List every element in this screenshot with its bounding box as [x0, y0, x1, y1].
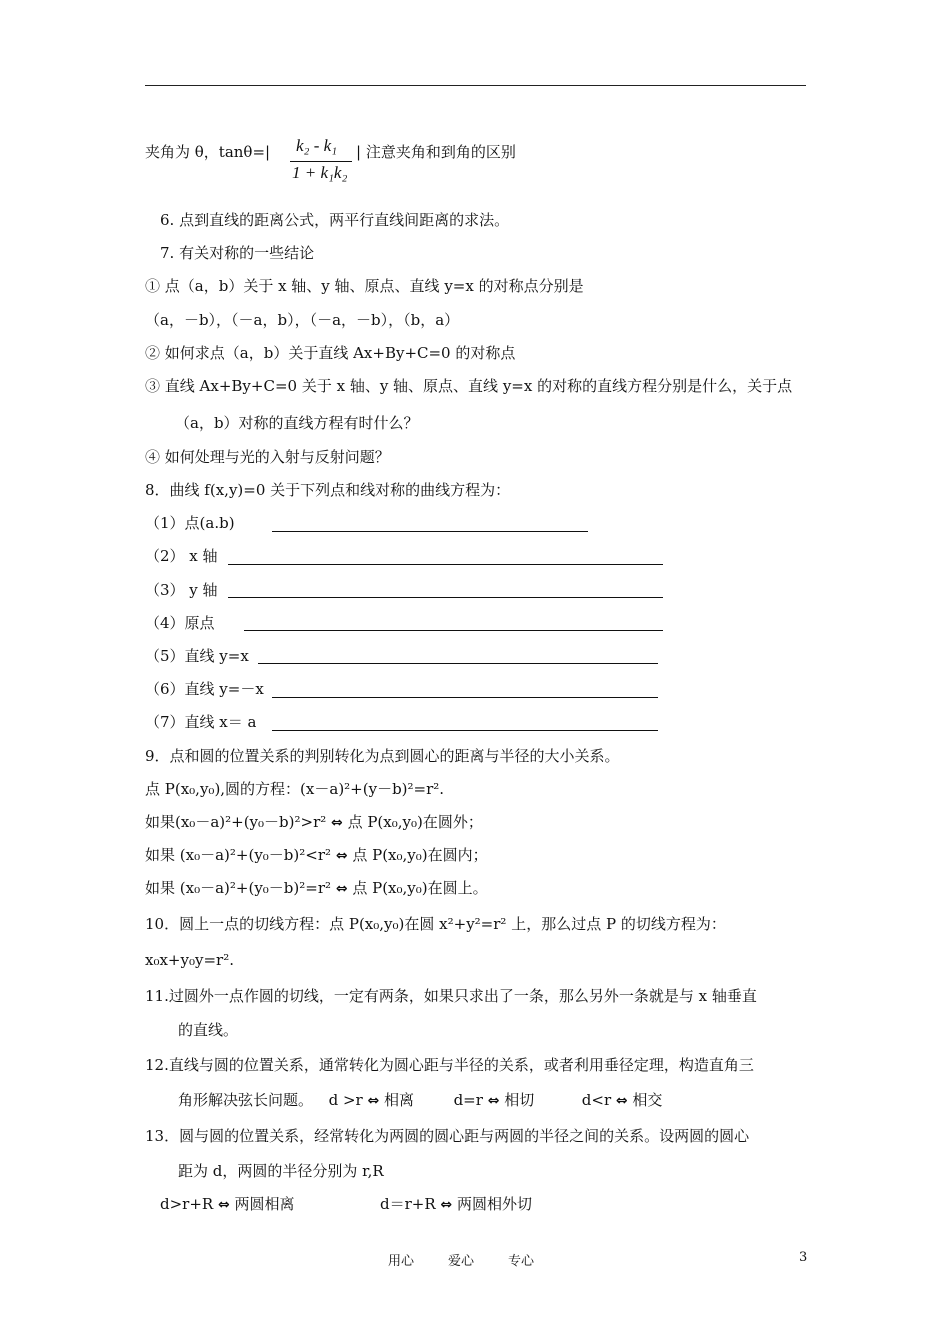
circle-tangent-condition: d＝r+R: [380, 1195, 436, 1213]
fill-4-label: （4）原点: [145, 614, 215, 632]
fraction-numerator: k₂ - k₁: [296, 136, 338, 155]
circle-separate-result: 两圆相离: [234, 1195, 295, 1213]
item-10-formula: x₀x+y₀y=r².: [145, 951, 234, 969]
fill-6-blank: [272, 697, 658, 698]
item-12-lead: 角形解决弦长问题。: [178, 1091, 314, 1109]
iff-symbol: ⇔: [217, 1197, 230, 1213]
fill-1-label: （1）点(a.b): [145, 514, 235, 532]
fill-5-blank: [258, 663, 658, 664]
item-12-cont: [178, 1090, 662, 1111]
iff-symbol: ⇔: [440, 1197, 453, 1213]
circle-separate-condition: d>r+R: [160, 1195, 214, 1213]
angle-fraction: [290, 136, 352, 186]
relation-tangent-condition: d=r: [453, 1091, 483, 1109]
item-13: 13．圆与圆的位置关系，经常转化为两圆的圆心距与两圆的半径之间的关系。设两圆的圆心: [145, 1127, 750, 1145]
case-outside-condition: 如果(x₀－a)²+(y₀－b)²>r²: [145, 813, 327, 831]
item-6: 6. 点到直线的距离公式，两平行直线间距离的求法。: [160, 211, 510, 229]
fill-3-blank: [228, 597, 663, 598]
symmetry-3: ③ 直线 Ax+By+C=0 关于 x 轴、y 轴、原点、直线 y=x 的对称的直线方程分别是什么，关于点: [145, 377, 793, 395]
header-rule: [145, 85, 806, 86]
fill-2-label: （2） x 轴: [145, 547, 218, 565]
fill-4-blank: [244, 630, 663, 631]
fraction-denominator: 1 + k₁k₂: [292, 163, 348, 182]
item-8: 8．曲线 f(x,y)=0 关于下列点和线对称的曲线方程为：: [145, 481, 511, 499]
case-on-result: 点 P(x₀,y₀)在圆上。: [352, 879, 488, 897]
case-on-condition: 如果 (x₀－a)²+(y₀－b)²=r²: [145, 879, 332, 897]
item-9: 9．点和圆的位置关系的判别转化为点到圆心的距离与半径的大小关系。: [145, 747, 620, 765]
point-definition: 点 P(x₀,y₀),圆的方程：(x－a)²+(y－b)²=r².: [145, 780, 445, 798]
footer-motto-2: 爱心: [448, 1254, 475, 1269]
case-inside-condition: 如果 (x₀－a)²+(y₀－b)²<r²: [145, 846, 332, 864]
fill-2-blank: [228, 564, 663, 565]
case-on: [145, 878, 488, 899]
fill-7-label: （7）直线 x＝ a: [145, 713, 257, 731]
iff-symbol: ⇔: [487, 1093, 500, 1109]
iff-symbol: ⇔: [615, 1093, 628, 1109]
case-inside-result: 点 P(x₀,y₀)在圆内；: [352, 846, 488, 864]
angle-formula-prefix: 夹角为 θ，tanθ=|: [145, 143, 271, 161]
fill-5-label: （5）直线 y=x: [145, 647, 249, 665]
iff-symbol: ⇔: [335, 848, 348, 864]
symmetry-4: ④ 如何处理与光的入射与反射问题？: [145, 448, 390, 466]
circle-relation-separate: [160, 1194, 295, 1215]
symmetry-1: ① 点（a，b）关于 x 轴、y 轴、原点、直线 y=x 的对称点分别是: [145, 277, 584, 295]
item-10: 10．圆上一点的切线方程：点 P(x₀,y₀)在圆 x²+y²=r² 上，那么过点 P 的切线方程为：: [145, 915, 726, 933]
case-inside: [145, 845, 488, 866]
relation-intersect: 相交: [632, 1091, 663, 1109]
symmetry-3-cont: （a，b）对称的直线方程有时什么？: [175, 414, 419, 432]
iff-symbol: ⇔: [335, 881, 348, 897]
iff-symbol: ⇔: [367, 1093, 380, 1109]
footer-motto-1: 用心: [388, 1254, 415, 1269]
item-11-cont: 的直线。: [178, 1021, 239, 1039]
fill-6-label: （6）直线 y=－x: [145, 680, 264, 698]
footer-motto-3: 专心: [508, 1254, 535, 1269]
circle-tangent-result: 两圆相外切: [456, 1195, 532, 1213]
case-outside: [145, 812, 483, 833]
item-12: 12.直线与圆的位置关系，通常转化为圆心距与半径的关系，或者利用垂径定理，构造直角三: [145, 1056, 754, 1074]
item-13-cont: 距为 d，两圆的半径分别为 r,R: [178, 1162, 384, 1180]
fill-3-label: （3） y 轴: [145, 581, 218, 599]
circle-relation-external-tangent: [380, 1194, 532, 1215]
relation-intersect-condition: d<r: [581, 1091, 612, 1109]
fill-1-blank: [272, 531, 588, 532]
relation-separate-condition: d >r: [328, 1091, 363, 1109]
case-outside-result: 点 P(x₀,y₀)在圆外；: [347, 813, 483, 831]
fraction-bar: [290, 161, 352, 162]
symmetry-1-answers: （a，－b），（－a，b），（－a，－b），（b，a）: [145, 311, 460, 329]
iff-symbol: ⇔: [331, 815, 343, 831]
symmetry-2: ② 如何求点（a，b）关于直线 Ax+By+C=0 的对称点: [145, 344, 516, 362]
item-7: 7. 有关对称的一些结论: [160, 244, 315, 262]
fill-7-blank: [272, 730, 658, 731]
item-11: 11.过圆外一点作圆的切线，一定有两条，如果只求出了一条，那么另外一条就是与 x 轴垂直: [145, 987, 757, 1005]
relation-tangent: 相切: [504, 1091, 535, 1109]
page-number: 3: [799, 1250, 808, 1265]
relation-separate: 相离: [383, 1091, 414, 1109]
angle-formula-suffix: | 注意夹角和到角的区别: [356, 143, 516, 161]
